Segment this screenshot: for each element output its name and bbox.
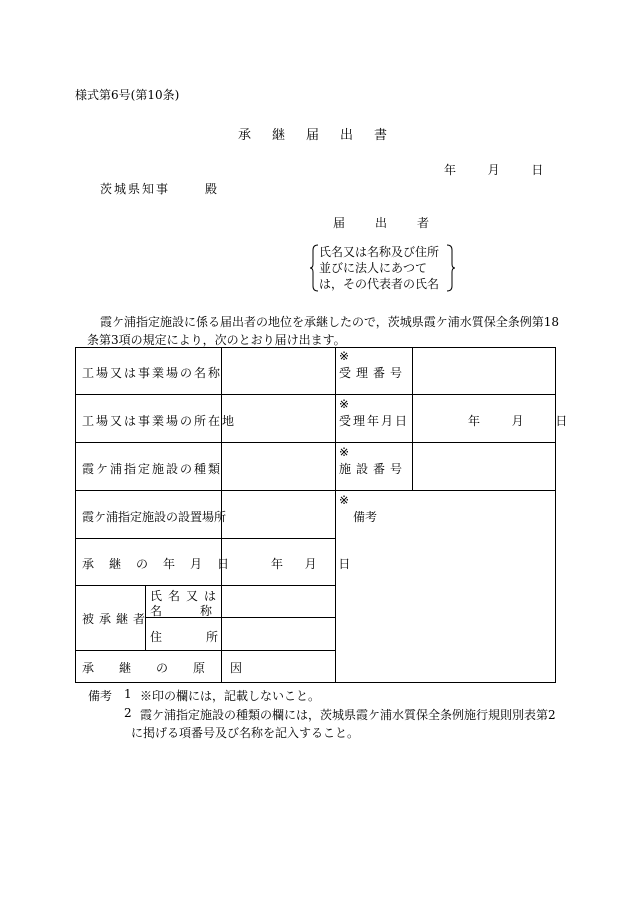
- label-factory-address: 工場又は事業場の所在地: [82, 414, 237, 428]
- mark-receipt-date: ※: [339, 397, 350, 411]
- label-facility-type: 霞ケ浦指定施設の種類: [82, 462, 223, 476]
- label-receipt-date: 受理年月日: [339, 414, 410, 428]
- label-facility-no: 施設番号: [339, 462, 408, 476]
- addressee: 茨城県知事: [100, 182, 171, 196]
- receipt-year-label: 年: [468, 414, 481, 428]
- note-1-text: ※印の欄には，記載しないこと。: [140, 689, 321, 703]
- note-1-number: 1: [124, 687, 132, 701]
- succession-year-label: 年: [271, 557, 284, 571]
- label-remarks: 備考: [353, 510, 378, 524]
- label-succession-reason: 承継の原因: [82, 661, 268, 675]
- mark-facility-no: ※: [339, 445, 350, 459]
- date-day-label: 日: [531, 163, 544, 177]
- note-2-text-line-1: 霞ケ浦指定施設の種類の欄には，茨城県霞ケ浦水質保全条例施行規則別表第2: [140, 708, 556, 722]
- bracket-line-2: 並びに法人にあつて: [319, 261, 428, 275]
- receipt-month-label: 月: [511, 414, 524, 428]
- label-predecessor: 被承継者: [82, 612, 151, 626]
- body-text-line-2: 条第3項の規定により，次のとおり届け出ます。: [87, 333, 346, 347]
- note-2-number: 2: [124, 706, 132, 720]
- notification-table: [75, 347, 568, 683]
- bracket-line-1: 氏名又は名称及び住所: [319, 245, 440, 259]
- addressee-suffix: 殿: [205, 182, 218, 196]
- label-predecessor-name-1: 氏名又は: [150, 589, 223, 603]
- label-succession-date: 承継の年月日: [82, 557, 245, 571]
- form-number: 様式第6号(第10条): [75, 88, 180, 102]
- note-2-text-line-2: に掲げる項番号及び名称を記入すること。: [131, 726, 360, 740]
- succession-day-label: 日: [338, 557, 351, 571]
- label-receipt-no: 受理番号: [339, 366, 408, 380]
- document-title: 承継届出書: [238, 128, 409, 143]
- mark-remarks: ※: [339, 493, 350, 507]
- succession-month-label: 月: [304, 557, 317, 571]
- submission-date: [444, 161, 543, 178]
- notifier-bracket-note: [310, 244, 455, 292]
- bracket-line-3: は，その代表者の氏名: [319, 277, 440, 291]
- notes-label: 備考: [88, 689, 113, 703]
- label-facility-location: 霞ケ浦指定施設の設置場所: [82, 510, 227, 524]
- date-year-label: 年: [444, 163, 457, 177]
- label-predecessor-name-2: 名称: [150, 604, 251, 618]
- notifier-label: 届出者: [333, 216, 460, 230]
- mark-receipt-no: ※: [339, 349, 350, 363]
- succession-date-fields: [271, 555, 350, 572]
- label-predecessor-address: 住所: [150, 630, 263, 644]
- receipt-day-label: 日: [555, 414, 568, 428]
- date-month-label: 月: [487, 163, 500, 177]
- receipt-date-fields: [468, 412, 567, 429]
- label-factory-name: 工場又は事業場の名称: [82, 366, 223, 380]
- body-text-line-1: 霞ケ浦指定施設に係る届出者の地位を承継したので，茨城県霞ケ浦水質保全条例第18: [100, 315, 560, 329]
